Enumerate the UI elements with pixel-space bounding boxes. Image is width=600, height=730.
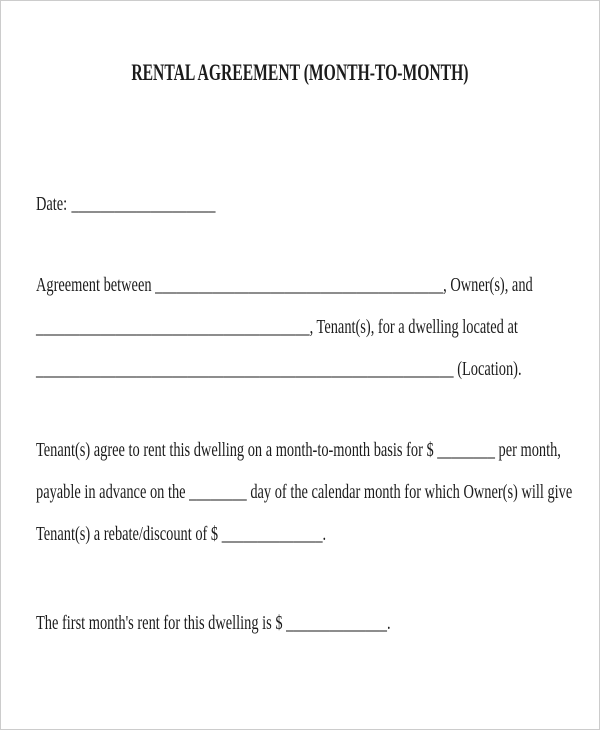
document-title: RENTAL AGREEMENT (MONTH-TO-MONTH) <box>131 60 469 85</box>
date-line <box>36 183 216 225</box>
terms-line3-text: Tenant(s) a rebate/discount of $ <box>36 523 222 545</box>
first-month-text: The first month's rent for this dwelling is $ <box>36 612 287 634</box>
parties-line-3 <box>36 348 533 390</box>
parties-line2-suffix: , Tenant(s), for a dwelling located at <box>309 316 518 338</box>
payment-day-blank[interactable]: ________ <box>189 481 247 503</box>
terms-line2-suffix: day of the calendar month for which Owner(s) will give <box>246 481 573 503</box>
parties-line3-suffix: (Location). <box>453 358 522 380</box>
terms-line-2 <box>36 471 572 513</box>
parties-paragraph <box>36 264 533 390</box>
first-month-line <box>36 602 391 644</box>
terms-line-1 <box>36 429 572 471</box>
parties-line1-suffix: , Owner(s), and <box>443 274 533 296</box>
monthly-rent-blank[interactable]: ________ <box>437 439 495 461</box>
first-month-suffix: . <box>386 612 391 634</box>
terms-line2-text: payable in advance on the <box>36 481 190 503</box>
terms-line3-suffix: . <box>322 523 327 545</box>
tenant-name-blank[interactable]: ______________________________________ <box>36 316 310 338</box>
title-row <box>1 59 599 86</box>
terms-line-3 <box>36 513 572 555</box>
first-month-rent-blank[interactable]: ______________ <box>286 612 387 634</box>
location-blank[interactable]: __________________________________________________________ <box>36 358 454 380</box>
terms-line1-suffix: per month, <box>494 439 561 461</box>
date-blank[interactable]: ____________________ <box>71 193 216 215</box>
owner-name-blank[interactable]: ________________________________________ <box>155 274 444 296</box>
parties-line1-text: Agreement between <box>36 274 156 296</box>
parties-line-1 <box>36 264 533 306</box>
parties-line-2 <box>36 306 533 348</box>
rebate-discount-blank[interactable]: ______________ <box>221 523 323 545</box>
date-label: Date: <box>36 193 68 215</box>
terms-paragraph <box>36 429 572 555</box>
terms-line1-text: Tenant(s) agree to rent this dwelling on a month-to-month basis for $ <box>36 439 438 461</box>
